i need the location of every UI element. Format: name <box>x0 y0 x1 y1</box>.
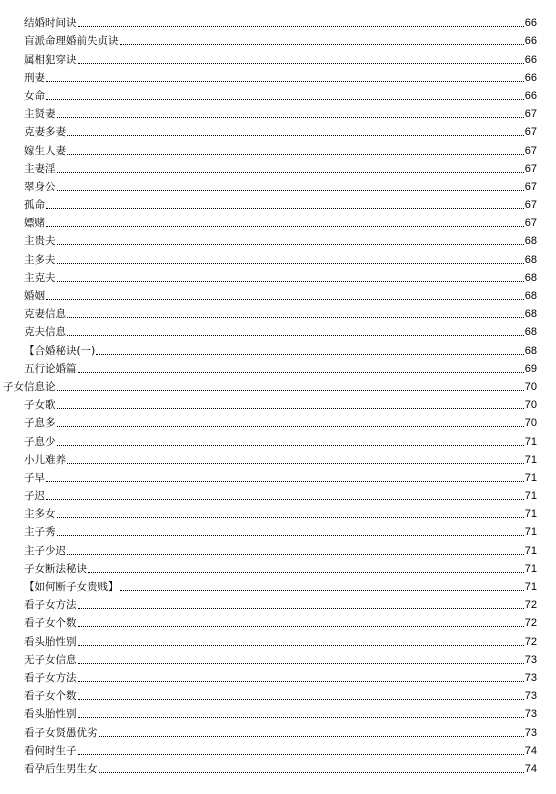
toc-page-number: 66 <box>524 35 537 48</box>
toc-entry-title: 五行论婚篇 <box>24 362 77 375</box>
toc-entry-title: 子息少 <box>24 435 56 448</box>
toc-entry-title: 看子女方法 <box>24 671 77 684</box>
toc-entry[interactable] <box>0 121 556 139</box>
toc-entry[interactable] <box>0 48 556 66</box>
toc-entry-title: 子女歌 <box>24 399 56 412</box>
toc-entry[interactable] <box>0 558 556 576</box>
toc-page-number: 68 <box>524 308 537 321</box>
toc-entry[interactable] <box>0 303 556 321</box>
toc-entry[interactable] <box>0 321 556 339</box>
toc-entry[interactable] <box>0 176 556 194</box>
toc-page-number: 74 <box>524 762 537 775</box>
toc-dot-leader <box>46 481 524 482</box>
toc-entry-title: 【合婚秘诀(一) <box>24 344 96 357</box>
toc-dot-leader <box>57 244 524 245</box>
toc-dot-leader <box>67 317 524 318</box>
toc-dot-leader <box>46 208 524 209</box>
toc-page-number: 66 <box>524 71 537 84</box>
toc-entry-title: 结婚时间诀 <box>24 17 77 30</box>
toc-page-number: 70 <box>524 399 537 412</box>
toc-dot-leader <box>57 517 524 518</box>
toc-entry[interactable] <box>0 703 556 721</box>
toc-entry-title: 看子女方法 <box>24 599 77 612</box>
toc-page-number: 68 <box>524 326 537 339</box>
toc-entry-title: 克妻信息 <box>24 308 66 321</box>
toc-page-number: 73 <box>524 708 537 721</box>
toc-page-number: 71 <box>524 490 537 503</box>
toc-entry[interactable] <box>0 85 556 103</box>
toc-entry-title: 婚姻 <box>24 290 45 302</box>
toc-entry[interactable] <box>0 339 556 357</box>
toc-dot-leader <box>57 281 524 282</box>
toc-page-number: 69 <box>524 362 537 375</box>
toc-entry[interactable] <box>0 521 556 539</box>
toc-page-number: 72 <box>524 599 537 612</box>
toc-entry-title: 嫁生人妻 <box>24 144 66 157</box>
toc-dot-leader <box>78 372 524 373</box>
toc-entry-title: 主多女 <box>24 508 56 521</box>
toc-entry-title: 看子女个数 <box>24 617 77 630</box>
toc-dot-leader <box>46 499 524 500</box>
toc-page-number: 66 <box>524 53 537 66</box>
toc-dot-leader <box>96 354 524 355</box>
toc-dot-leader <box>67 463 524 464</box>
toc-entry-title: 看头胎性别 <box>24 708 77 721</box>
toc-entry[interactable] <box>0 503 556 521</box>
toc-dot-leader <box>78 681 524 682</box>
toc-page-number: 67 <box>524 180 537 193</box>
toc-entry[interactable] <box>0 230 556 248</box>
toc-page-number: 67 <box>524 108 537 121</box>
toc-entry[interactable] <box>0 721 556 739</box>
toc-dot-leader <box>78 754 524 755</box>
toc-dot-leader <box>57 172 524 173</box>
toc-entry-title: 刑妻 <box>24 71 45 84</box>
toc-entry[interactable] <box>0 139 556 157</box>
toc-dot-leader <box>67 154 524 155</box>
toc-page-number: 71 <box>524 471 537 484</box>
toc-dot-leader <box>78 626 524 627</box>
toc-entry[interactable] <box>0 539 556 557</box>
toc-entry[interactable] <box>0 103 556 121</box>
toc-page-number: 67 <box>524 217 537 230</box>
toc-entry[interactable] <box>0 467 556 485</box>
toc-entry-title: 克妻多妻 <box>24 126 66 139</box>
toc-entry[interactable] <box>0 30 556 48</box>
toc-dot-leader <box>57 445 524 446</box>
toc-page-number: 71 <box>524 453 537 466</box>
toc-entry[interactable] <box>0 594 556 612</box>
toc-page-number: 70 <box>524 380 537 393</box>
toc-entry-title: 主克夫 <box>24 271 56 284</box>
toc-entry-title: 主子少迟 <box>24 544 66 557</box>
toc-dot-leader <box>57 426 524 427</box>
toc-entry[interactable] <box>0 430 556 448</box>
toc-entry-title: 看头胎性别 <box>24 635 77 648</box>
toc-dot-leader <box>88 572 524 573</box>
toc-entry-title: 主妻淫 <box>24 162 56 175</box>
toc-entry-title: 主多夫 <box>24 253 56 266</box>
toc-dot-leader <box>120 590 524 591</box>
toc-page-number: 74 <box>524 744 537 757</box>
toc-entry[interactable] <box>0 412 556 430</box>
toc-entry[interactable] <box>0 449 556 467</box>
toc-entry-title: 翠身公 <box>24 180 56 193</box>
toc-page-number: 72 <box>524 617 537 630</box>
toc-page-number: 66 <box>524 89 537 102</box>
toc-entry-title: 孤命 <box>24 199 45 212</box>
toc-page-number: 68 <box>524 344 537 357</box>
toc-entry[interactable] <box>0 667 556 685</box>
toc-entry[interactable] <box>0 394 556 412</box>
toc-dot-leader <box>67 335 524 336</box>
toc-entry-title: 子女断法秘诀 <box>24 562 87 575</box>
toc-dot-leader <box>78 26 524 27</box>
toc-page-number: 71 <box>524 562 537 575</box>
toc-entry[interactable] <box>0 248 556 266</box>
toc-page-number: 71 <box>524 435 537 448</box>
toc-entry-title: 子息多 <box>24 417 56 430</box>
toc-entry[interactable] <box>0 685 556 703</box>
toc-entry[interactable] <box>0 485 556 503</box>
toc-entry[interactable] <box>0 358 556 376</box>
toc-entry-title: 盲派命理婚前失贞诀 <box>24 35 119 48</box>
toc-entry[interactable] <box>0 285 556 303</box>
toc-entry-title: 看何时生子 <box>24 744 77 757</box>
toc-dot-leader <box>57 263 524 264</box>
toc-dot-leader <box>78 63 524 64</box>
toc-page-number: 73 <box>524 690 537 703</box>
toc-page-number: 73 <box>524 671 537 684</box>
toc-dot-leader <box>99 736 524 737</box>
toc-page-number: 71 <box>524 581 537 593</box>
toc-page-number: 68 <box>524 253 537 266</box>
toc-dot-leader <box>78 663 524 664</box>
toc-page-number: 68 <box>524 235 537 248</box>
toc-entry[interactable] <box>0 649 556 667</box>
toc-entry-title: 属相犯穿诀 <box>24 53 77 66</box>
toc-dot-leader <box>67 554 524 555</box>
toc-entry-title: 无子女信息 <box>24 653 77 666</box>
toc-entry-title: 嫖赌 <box>24 217 45 230</box>
toc-page-number: 67 <box>524 199 537 212</box>
toc-dot-leader <box>46 99 524 100</box>
table-of-contents <box>0 12 556 776</box>
toc-dot-leader <box>78 699 524 700</box>
toc-page-number: 73 <box>524 726 537 739</box>
toc-entry-title: 子早 <box>24 471 45 484</box>
toc-entry-title: 看孕后生男生女 <box>24 762 98 775</box>
toc-entry-title: 克夫信息 <box>24 326 66 339</box>
toc-entry-title: 主贵夫 <box>24 235 56 248</box>
toc-page-number: 70 <box>524 417 537 430</box>
toc-entry-title: 看子女贤愚优劣 <box>24 726 98 739</box>
toc-dot-leader <box>78 717 524 718</box>
toc-dot-leader <box>46 299 524 300</box>
toc-page-number: 68 <box>524 290 537 302</box>
toc-page-number: 72 <box>524 635 537 648</box>
toc-dot-leader <box>57 535 524 536</box>
toc-dot-leader <box>78 645 524 646</box>
toc-dot-leader <box>78 608 524 609</box>
toc-entry-title: 看子女个数 <box>24 690 77 703</box>
toc-dot-leader <box>57 408 524 409</box>
toc-entry-title: 女命 <box>24 89 45 102</box>
toc-entry-title: 【如何断子女贵贱】 <box>24 581 119 593</box>
toc-entry[interactable] <box>0 212 556 230</box>
toc-page-number: 66 <box>524 17 537 30</box>
toc-page-number: 68 <box>524 271 537 284</box>
toc-section-entry[interactable] <box>0 376 556 394</box>
toc-dot-leader <box>57 190 524 191</box>
toc-dot-leader <box>46 81 524 82</box>
toc-entry[interactable] <box>0 758 556 776</box>
toc-entry-title: 主贤妻 <box>24 108 56 121</box>
toc-entry-title: 子女信息论 <box>3 380 56 393</box>
toc-dot-leader <box>57 117 524 118</box>
toc-dot-leader <box>120 44 524 45</box>
toc-entry[interactable] <box>0 12 556 30</box>
toc-page-number: 71 <box>524 544 537 557</box>
toc-entry[interactable] <box>0 267 556 285</box>
toc-entry[interactable] <box>0 740 556 758</box>
toc-entry-title: 小儿难养 <box>24 453 66 466</box>
toc-page-number: 71 <box>524 508 537 521</box>
toc-dot-leader <box>67 135 524 136</box>
toc-dot-leader <box>99 772 524 773</box>
toc-page-number: 67 <box>524 126 537 139</box>
toc-dot-leader <box>46 226 524 227</box>
toc-page-number: 73 <box>524 653 537 666</box>
toc-entry[interactable] <box>0 67 556 85</box>
toc-entry-title: 主子秀 <box>24 526 56 539</box>
toc-page-number: 67 <box>524 144 537 157</box>
toc-page-number: 71 <box>524 526 537 539</box>
toc-entry[interactable] <box>0 158 556 176</box>
toc-entry-title: 子迟 <box>24 490 45 503</box>
toc-entry[interactable] <box>0 194 556 212</box>
toc-entry[interactable] <box>0 612 556 630</box>
toc-page-number: 67 <box>524 162 537 175</box>
toc-dot-leader <box>57 390 524 391</box>
toc-entry[interactable] <box>0 576 556 594</box>
toc-entry[interactable] <box>0 630 556 648</box>
